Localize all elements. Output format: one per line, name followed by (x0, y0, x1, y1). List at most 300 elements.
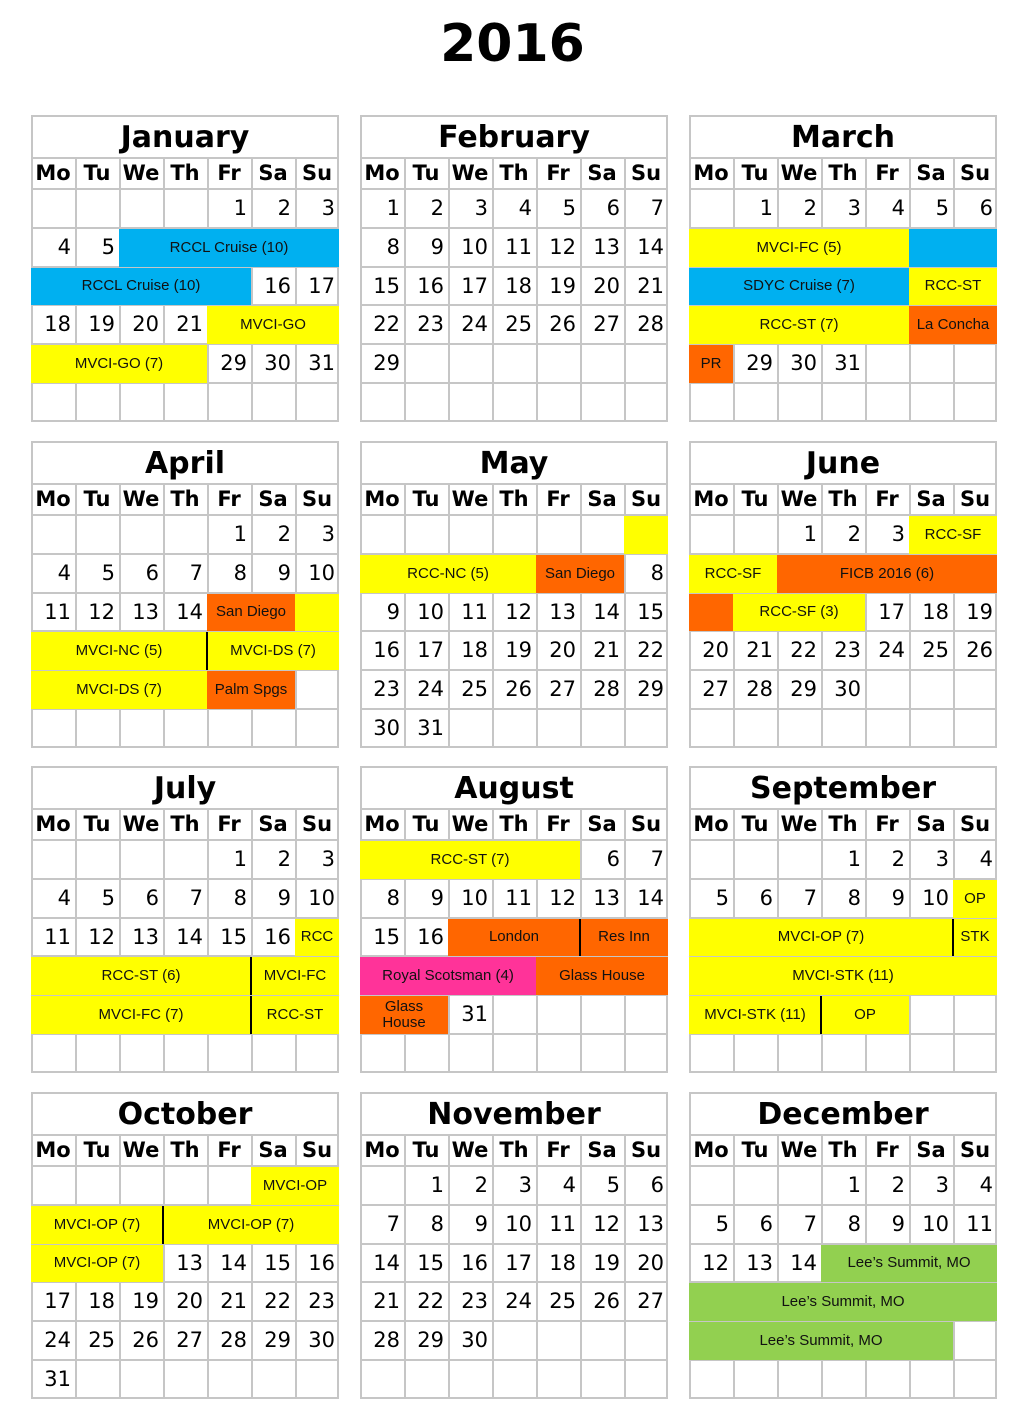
weekday-header: Tu (412, 487, 440, 511)
event-bar[interactable]: MVCI-GO (7) (31, 345, 207, 383)
weekday-header: Sa (258, 487, 288, 511)
day-number[interactable]: 10 (922, 1211, 949, 1236)
day-number[interactable]: 12 (702, 1250, 729, 1275)
day-number[interactable]: 24 (44, 1328, 71, 1353)
event-bar[interactable]: Palm Spgs (207, 671, 295, 709)
weekday-header: Sa (587, 812, 617, 836)
event-bar[interactable]: Res Inn (580, 919, 668, 957)
day-number[interactable]: 4 (57, 885, 71, 910)
day-number[interactable]: 29 (264, 1328, 291, 1353)
day-number[interactable]: 18 (549, 1250, 576, 1275)
event-bar[interactable]: PR (689, 345, 733, 383)
event-bar[interactable]: MVCI-GO (207, 306, 339, 344)
weekday-header: Fr (217, 161, 241, 185)
event-bar[interactable]: RCC (295, 919, 339, 957)
weekday-header: Mo (693, 161, 729, 185)
event-bar[interactable]: MVCI-FC (5) (689, 229, 909, 267)
day-number[interactable]: 3 (321, 196, 335, 220)
day-number[interactable]: 4 (979, 1173, 993, 1197)
weekday-header: Th (499, 812, 529, 836)
day-number[interactable]: 5 (715, 885, 729, 910)
day-number[interactable]: 16 (417, 273, 444, 298)
event-bar[interactable]: RCCL Cruise (10) (119, 229, 339, 267)
day-number[interactable]: 9 (277, 885, 291, 910)
day-number[interactable]: 9 (430, 885, 444, 910)
day-number[interactable]: 31 (308, 351, 335, 376)
event-bar[interactable]: OP (821, 996, 909, 1034)
event-bar[interactable]: RCC-NC (5) (360, 555, 536, 593)
day-number[interactable]: 9 (386, 599, 400, 624)
day-number[interactable]: 18 (88, 1289, 115, 1314)
event-bar[interactable]: MVCI-DS (7) (207, 632, 339, 670)
day-number[interactable]: 5 (562, 196, 576, 220)
day-number[interactable]: 14 (220, 1250, 247, 1275)
day-number[interactable]: 5 (101, 885, 115, 910)
event-bar[interactable]: RCC-ST (6) (31, 957, 251, 995)
day-number[interactable]: 30 (264, 351, 291, 376)
weekday-header: Fr (546, 487, 570, 511)
day-number[interactable]: 24 (505, 1289, 532, 1314)
day-number[interactable]: 23 (417, 312, 444, 337)
day-number[interactable]: 15 (264, 1250, 291, 1275)
day-number[interactable]: 9 (891, 885, 905, 910)
day-number[interactable]: 7 (650, 196, 664, 220)
month-december (689, 1092, 997, 1399)
day-number[interactable]: 30 (834, 677, 861, 702)
day-number[interactable]: 4 (562, 1173, 576, 1197)
month-july (31, 766, 339, 1073)
weekday-header: Tu (83, 161, 111, 185)
day-number[interactable]: 27 (593, 312, 620, 337)
day-number[interactable]: 23 (834, 638, 861, 663)
day-number[interactable]: 14 (373, 1250, 400, 1275)
day-number[interactable]: 11 (505, 234, 532, 259)
weekday-header: Fr (546, 1138, 570, 1162)
day-number[interactable]: 13 (132, 599, 159, 624)
event-divider (820, 996, 822, 1034)
day-number[interactable]: 3 (935, 1173, 949, 1197)
weekday-header: Su (959, 812, 991, 836)
weekday-header: Fr (546, 812, 570, 836)
day-number[interactable]: 8 (847, 885, 861, 910)
day-number[interactable]: 3 (321, 847, 335, 871)
day-number[interactable]: 1 (803, 522, 817, 546)
day-number[interactable]: 3 (518, 1173, 532, 1197)
weekday-header: Fr (217, 1138, 241, 1162)
event-bar[interactable]: STK (953, 919, 997, 957)
day-number[interactable]: 12 (88, 599, 115, 624)
event-bar[interactable]: San Diego (207, 594, 295, 632)
day-number[interactable]: 28 (373, 1328, 400, 1353)
day-number[interactable]: 13 (549, 599, 576, 624)
day-number[interactable]: 5 (101, 234, 115, 259)
day-number[interactable]: 31 (834, 351, 861, 376)
day-number[interactable]: 9 (891, 1211, 905, 1236)
event-bar[interactable]: MVCI-STK (11) (689, 957, 997, 995)
weekday-header: We (780, 1138, 818, 1162)
day-number[interactable]: 11 (505, 885, 532, 910)
day-number[interactable]: 6 (759, 1211, 773, 1236)
day-number[interactable]: 16 (264, 273, 291, 298)
event-bar[interactable]: MVCI-DS (7) (31, 671, 207, 709)
event-bar[interactable]: London (448, 919, 580, 957)
day-number[interactable]: 30 (308, 1328, 335, 1353)
day-number[interactable]: 1 (386, 196, 400, 220)
day-number[interactable]: 9 (430, 234, 444, 259)
event-bar[interactable]: Glass House (536, 957, 668, 995)
day-number[interactable]: 4 (57, 234, 71, 259)
month-name: January (120, 120, 250, 155)
day-number[interactable]: 20 (132, 312, 159, 337)
weekday-header: Fr (875, 487, 899, 511)
day-number[interactable]: 27 (702, 677, 729, 702)
event-divider (250, 957, 252, 995)
day-number[interactable]: 28 (637, 312, 664, 337)
day-number[interactable]: 7 (189, 560, 203, 585)
day-number[interactable]: 26 (132, 1328, 159, 1353)
day-number[interactable]: 19 (966, 599, 993, 624)
day-number[interactable]: 19 (549, 273, 576, 298)
day-number[interactable]: 5 (101, 560, 115, 585)
day-number[interactable]: 16 (308, 1250, 335, 1275)
day-number[interactable]: 11 (966, 1211, 993, 1236)
day-number[interactable]: 3 (891, 522, 905, 546)
day-number[interactable]: 2 (891, 847, 905, 871)
day-number[interactable]: 4 (979, 847, 993, 871)
day-number[interactable]: 18 (922, 599, 949, 624)
day-number[interactable]: 27 (637, 1289, 664, 1314)
day-number[interactable]: 29 (637, 677, 664, 702)
day-number[interactable]: 10 (308, 560, 335, 585)
month-name: November (427, 1097, 601, 1132)
day-number[interactable]: 1 (430, 1173, 444, 1197)
day-number[interactable]: 26 (505, 677, 532, 702)
day-number[interactable]: 14 (790, 1250, 817, 1275)
day-number[interactable]: 8 (233, 560, 247, 585)
day-number[interactable]: 26 (593, 1289, 620, 1314)
weekday-header: Fr (875, 161, 899, 185)
day-number[interactable]: 2 (847, 522, 861, 546)
event-bar[interactable]: MVCI-STK (11) (689, 996, 821, 1034)
day-number[interactable]: 2 (277, 847, 291, 871)
day-number[interactable]: 6 (979, 196, 993, 220)
day-number[interactable]: 2 (474, 1173, 488, 1197)
day-number[interactable]: 15 (417, 1250, 444, 1275)
day-number[interactable]: 11 (44, 599, 71, 624)
day-number[interactable]: 6 (606, 196, 620, 220)
event-bar[interactable]: San Diego (536, 555, 624, 593)
day-number[interactable]: 21 (373, 1289, 400, 1314)
day-number[interactable]: 14 (593, 599, 620, 624)
day-number[interactable]: 21 (220, 1289, 247, 1314)
weekday-header: Sa (916, 1138, 946, 1162)
day-number[interactable]: 8 (650, 560, 664, 585)
day-number[interactable]: 13 (176, 1250, 203, 1275)
day-number[interactable]: 16 (417, 924, 444, 949)
day-number[interactable]: 17 (44, 1289, 71, 1314)
day-number[interactable]: 8 (386, 234, 400, 259)
day-number[interactable]: 22 (373, 312, 400, 337)
day-number[interactable]: 24 (461, 312, 488, 337)
day-number[interactable]: 14 (637, 234, 664, 259)
event-bar[interactable]: La Concha (909, 306, 997, 344)
day-number[interactable]: 29 (220, 351, 247, 376)
day-number[interactable]: 29 (790, 677, 817, 702)
day-number[interactable]: 19 (88, 312, 115, 337)
day-number[interactable]: 15 (373, 273, 400, 298)
day-number[interactable]: 12 (88, 924, 115, 949)
day-number[interactable]: 29 (373, 351, 400, 376)
event-divider (162, 1206, 164, 1244)
day-number[interactable]: 10 (461, 885, 488, 910)
day-number[interactable]: 13 (637, 1211, 664, 1236)
day-number[interactable]: 7 (650, 847, 664, 871)
event-bar[interactable]: RCCL Cruise (10) (31, 268, 251, 306)
day-number[interactable]: 3 (474, 196, 488, 220)
weekday-header: Th (499, 487, 529, 511)
day-number[interactable]: 8 (847, 1211, 861, 1236)
day-number[interactable]: 1 (847, 1173, 861, 1197)
day-number[interactable]: 11 (44, 924, 71, 949)
day-number[interactable]: 14 (176, 924, 203, 949)
weekday-header: Tu (741, 487, 769, 511)
day-number[interactable]: 2 (430, 196, 444, 220)
weekday-header: Th (170, 161, 200, 185)
day-number[interactable]: 27 (176, 1328, 203, 1353)
day-number[interactable]: 4 (518, 196, 532, 220)
day-number[interactable]: 30 (461, 1328, 488, 1353)
day-number[interactable]: 15 (373, 924, 400, 949)
day-number[interactable]: 18 (505, 273, 532, 298)
day-number[interactable]: 28 (746, 677, 773, 702)
event-bar[interactable]: MVCI-OP (7) (163, 1206, 339, 1244)
day-number[interactable]: 17 (308, 273, 335, 298)
day-number[interactable]: 26 (549, 312, 576, 337)
day-number[interactable]: 17 (505, 1250, 532, 1275)
day-number[interactable]: 6 (145, 885, 159, 910)
day-number[interactable]: 7 (189, 885, 203, 910)
day-number[interactable]: 19 (132, 1289, 159, 1314)
day-number[interactable]: 20 (702, 638, 729, 663)
weekday-header: Su (301, 812, 333, 836)
event-bar[interactable]: MVCI-OP (7) (31, 1206, 163, 1244)
day-number[interactable]: 7 (803, 885, 817, 910)
day-number[interactable]: 8 (233, 885, 247, 910)
day-number[interactable]: 14 (176, 599, 203, 624)
day-number[interactable]: 5 (606, 1173, 620, 1197)
day-number[interactable]: 17 (461, 273, 488, 298)
day-number[interactable]: 1 (847, 847, 861, 871)
day-number[interactable]: 13 (746, 1250, 773, 1275)
month-name: April (144, 446, 226, 481)
event-bar[interactable]: RCC-ST (7) (689, 306, 909, 344)
day-number[interactable]: 11 (549, 1211, 576, 1236)
day-number[interactable]: 12 (505, 599, 532, 624)
day-number[interactable]: 6 (650, 1173, 664, 1197)
day-number[interactable]: 1 (233, 847, 247, 871)
day-number[interactable]: 20 (637, 1250, 664, 1275)
day-number[interactable]: 23 (373, 677, 400, 702)
day-number[interactable]: 20 (593, 273, 620, 298)
day-number[interactable]: 12 (549, 885, 576, 910)
day-number[interactable]: 21 (593, 638, 620, 663)
weekday-header: Sa (587, 161, 617, 185)
day-number[interactable]: 12 (549, 234, 576, 259)
month-name: July (153, 771, 217, 806)
day-number[interactable]: 25 (505, 312, 532, 337)
day-number[interactable]: 28 (220, 1328, 247, 1353)
day-number[interactable]: 9 (277, 560, 291, 585)
day-number[interactable]: 1 (759, 196, 773, 220)
event-bar[interactable]: MVCI-OP (251, 1167, 339, 1205)
day-number[interactable]: 10 (461, 234, 488, 259)
event-bar[interactable] (909, 229, 997, 267)
day-number[interactable]: 25 (549, 1289, 576, 1314)
event-bar[interactable]: OP (953, 880, 997, 918)
event-divider (579, 919, 581, 957)
day-number[interactable]: 27 (549, 677, 576, 702)
day-number[interactable]: 2 (277, 196, 291, 220)
day-number[interactable]: 24 (878, 638, 905, 663)
day-number[interactable]: 16 (373, 638, 400, 663)
day-number[interactable]: 31 (44, 1367, 71, 1391)
day-number[interactable]: 25 (461, 677, 488, 702)
day-number[interactable]: 18 (44, 312, 71, 337)
day-number[interactable]: 28 (593, 677, 620, 702)
day-number[interactable]: 13 (132, 924, 159, 949)
day-number[interactable]: 2 (891, 1173, 905, 1197)
event-bar[interactable]: RCC-ST (909, 268, 997, 306)
day-number[interactable]: 12 (593, 1211, 620, 1236)
day-number[interactable]: 25 (922, 638, 949, 663)
day-number[interactable]: 20 (176, 1289, 203, 1314)
day-number[interactable]: 24 (417, 677, 444, 702)
weekday-header: Tu (412, 812, 440, 836)
day-number[interactable]: 30 (373, 716, 400, 740)
day-number[interactable]: 15 (220, 924, 247, 949)
day-number[interactable]: 8 (430, 1211, 444, 1236)
event-bar[interactable]: MVCI-FC (251, 957, 339, 995)
day-number[interactable]: 29 (746, 351, 773, 376)
event-bar[interactable] (295, 594, 339, 632)
day-number[interactable]: 21 (176, 312, 203, 337)
day-number[interactable]: 29 (417, 1328, 444, 1353)
weekday-header: Tu (83, 1138, 111, 1162)
day-number[interactable]: 31 (417, 716, 444, 740)
weekday-header: Su (630, 812, 662, 836)
weekday-header: Su (301, 1138, 333, 1162)
event-bar[interactable]: RCC-ST (251, 996, 339, 1034)
event-bar[interactable]: Royal Scotsman (4) (360, 957, 536, 995)
day-number[interactable]: 7 (386, 1211, 400, 1236)
day-number[interactable]: 30 (790, 351, 817, 376)
day-number[interactable]: 5 (715, 1211, 729, 1236)
day-number[interactable]: 23 (308, 1289, 335, 1314)
day-number[interactable]: 17 (878, 599, 905, 624)
day-number[interactable]: 11 (461, 599, 488, 624)
day-number[interactable]: 3 (321, 522, 335, 546)
event-bar[interactable]: MVCI-FC (7) (31, 996, 251, 1034)
day-number[interactable]: 6 (759, 885, 773, 910)
day-number[interactable]: 6 (606, 847, 620, 871)
day-number[interactable]: 13 (593, 234, 620, 259)
day-number[interactable]: 17 (417, 638, 444, 663)
day-number[interactable]: 19 (593, 1250, 620, 1275)
day-number[interactable]: 4 (891, 196, 905, 220)
month-june (689, 441, 997, 748)
month-name: August (454, 771, 574, 806)
day-number[interactable]: 18 (461, 638, 488, 663)
day-number[interactable]: 19 (505, 638, 532, 663)
day-number[interactable]: 15 (637, 599, 664, 624)
day-number[interactable]: 22 (264, 1289, 291, 1314)
month-name: October (117, 1097, 253, 1132)
day-number[interactable]: 16 (264, 924, 291, 949)
day-number[interactable]: 22 (637, 638, 664, 663)
day-number[interactable]: 4 (57, 560, 71, 585)
day-number[interactable]: 10 (922, 885, 949, 910)
day-number[interactable]: 2 (277, 522, 291, 546)
day-number[interactable]: 23 (461, 1289, 488, 1314)
event-bar[interactable]: MVCI-OP (7) (31, 1245, 163, 1283)
day-number[interactable]: 21 (746, 638, 773, 663)
event-bar[interactable] (624, 516, 668, 554)
event-bar[interactable]: RCC-SF (3) (733, 594, 865, 632)
event-bar[interactable]: RCC-SF (689, 555, 777, 593)
day-number[interactable]: 8 (386, 885, 400, 910)
day-number[interactable]: 16 (461, 1250, 488, 1275)
event-bar[interactable]: Lee’s Summit, MO (821, 1245, 997, 1283)
day-number[interactable]: 9 (474, 1211, 488, 1236)
day-number[interactable]: 10 (417, 599, 444, 624)
day-number[interactable]: 22 (417, 1289, 444, 1314)
weekday-header: Mo (364, 812, 400, 836)
day-number[interactable]: 10 (308, 885, 335, 910)
weekday-header: Mo (35, 812, 71, 836)
event-bar[interactable]: SDYC Cruise (7) (689, 268, 909, 306)
month-name: September (750, 771, 936, 806)
day-number[interactable]: 5 (935, 196, 949, 220)
day-number[interactable]: 2 (803, 196, 817, 220)
day-number[interactable]: 6 (145, 560, 159, 585)
weekday-header: We (451, 487, 489, 511)
day-number[interactable]: 26 (966, 638, 993, 663)
day-number[interactable]: 3 (935, 847, 949, 871)
day-number[interactable]: 20 (549, 638, 576, 663)
day-number[interactable]: 25 (88, 1328, 115, 1353)
day-number[interactable]: 1 (233, 522, 247, 546)
event-bar[interactable]: RCC-ST (7) (360, 841, 580, 879)
event-bar[interactable]: MVCI-OP (7) (689, 919, 953, 957)
event-bar[interactable]: RCC-SF (909, 516, 997, 554)
day-number[interactable]: 7 (803, 1211, 817, 1236)
day-number[interactable]: 22 (790, 638, 817, 663)
day-number[interactable]: 14 (637, 885, 664, 910)
event-bar[interactable]: Lee’s Summit, MO (689, 1283, 997, 1321)
event-bar[interactable]: MVCI-NC (5) (31, 632, 207, 670)
day-number[interactable]: 3 (847, 196, 861, 220)
event-bar[interactable]: Glass House (360, 996, 448, 1034)
day-number[interactable]: 21 (637, 273, 664, 298)
event-bar[interactable]: Lee’s Summit, MO (689, 1322, 953, 1360)
event-bar[interactable]: FICB 2016 (6) (777, 555, 997, 593)
day-number[interactable]: 31 (461, 1002, 488, 1027)
day-number[interactable]: 13 (593, 885, 620, 910)
event-bar[interactable] (689, 594, 733, 632)
day-number[interactable]: 10 (505, 1211, 532, 1236)
month-march (689, 115, 997, 422)
day-number[interactable]: 1 (233, 196, 247, 220)
